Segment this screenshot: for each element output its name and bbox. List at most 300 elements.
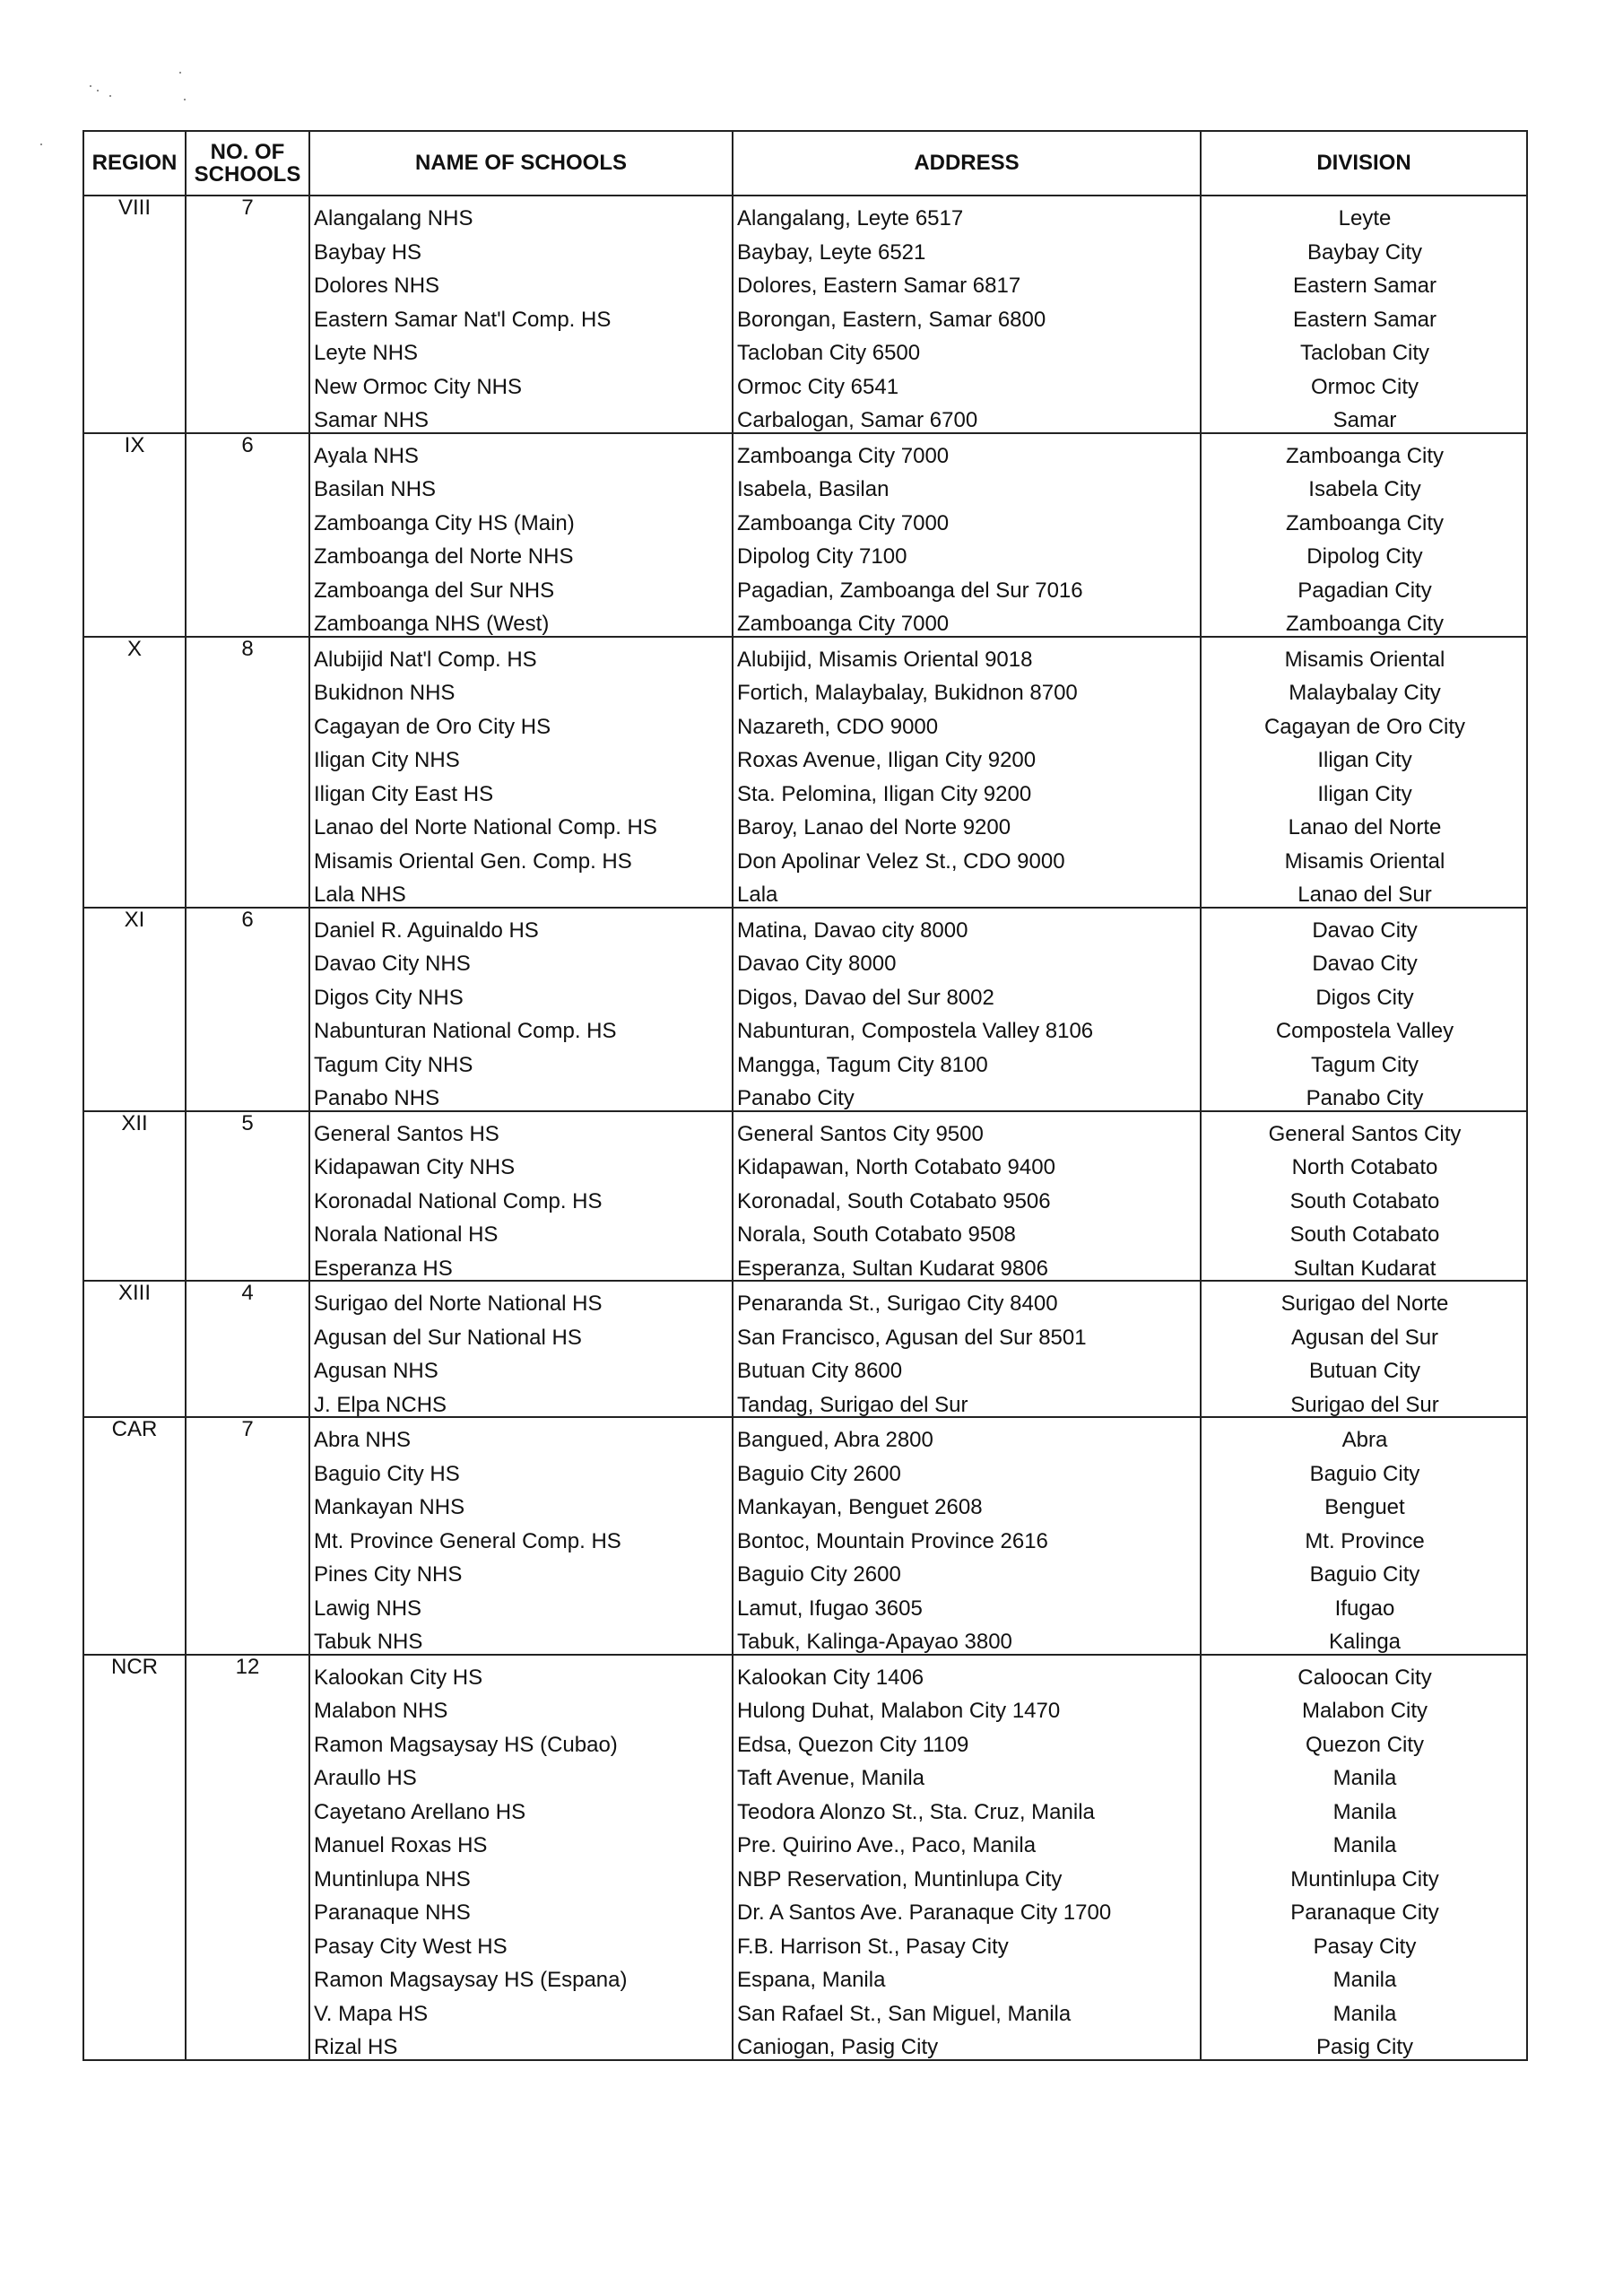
school-name-cell: J. Elpa NCHS [309,1383,733,1418]
school-count-cell [186,1519,309,1553]
school-count-cell [186,1043,309,1077]
address-cell: Ormoc City 6541 [733,365,1201,399]
address-cell: Baguio City 2600 [733,1552,1201,1587]
division-cell: Quezon City [1201,1723,1527,1757]
school-name-cell: Zamboanga del Norte NHS [309,535,733,569]
address-cell: Baroy, Lanao del Norte 9200 [733,805,1201,839]
division-cell: Davao City [1201,908,1527,943]
division-cell: Manila [1201,1992,1527,2026]
school-count-cell [186,398,309,433]
region-cell [83,1145,186,1179]
address-cell: Hulong Duhat, Malabon City 1470 [733,1689,1201,1723]
region-cell [83,602,186,637]
table-row [83,637,1527,672]
school-count-cell [186,1383,309,1418]
school-count-cell [186,1756,309,1790]
school-count-cell: 12 [186,1655,309,1690]
school-count-cell [186,839,309,874]
region-cell [83,671,186,705]
table-row [83,705,1527,739]
region-cell [83,365,186,399]
school-count-cell: 6 [186,433,309,468]
address-cell: Zamboanga City 7000 [733,501,1201,535]
table-row [83,1111,1527,1146]
region-cell: XII [83,1111,186,1146]
school-count-cell [186,1213,309,1247]
division-cell: Tagum City [1201,1043,1527,1077]
division-cell: Eastern Samar [1201,298,1527,332]
school-name-cell: Panabo NHS [309,1076,733,1111]
region-cell [83,873,186,908]
division-cell: North Cotabato [1201,1145,1527,1179]
address-cell: Penaranda St., Surigao City 8400 [733,1281,1201,1316]
division-cell: Iligan City [1201,738,1527,772]
school-name-cell: Alangalang NHS [309,196,733,230]
table-row [83,264,1527,298]
division-cell: Manila [1201,1958,1527,1992]
table-row [83,976,1527,1010]
school-name-cell: General Santos HS [309,1111,733,1146]
division-cell: Baguio City [1201,1452,1527,1486]
division-cell: Misamis Oriental [1201,839,1527,874]
region-cell [83,467,186,501]
region-cell: XI [83,908,186,943]
school-count-cell [186,1145,309,1179]
school-count-cell [186,1723,309,1757]
table-row [83,908,1527,943]
table-row [83,805,1527,839]
division-cell: Pagadian City [1201,569,1527,603]
division-cell: Benguet [1201,1485,1527,1519]
scan-speck [184,99,186,100]
school-count-cell [186,1316,309,1350]
table-row [83,1992,1527,2026]
table-row [83,1689,1527,1723]
division-cell: Abra [1201,1417,1527,1452]
region-cell: NCR [83,1655,186,1690]
school-count-cell [186,602,309,637]
table-row [83,1587,1527,1621]
address-cell: Baybay, Leyte 6521 [733,230,1201,265]
scan-speck [97,90,99,91]
table-row [83,1519,1527,1553]
region-cell [83,1620,186,1655]
table-row [83,1383,1527,1418]
scan-speck [40,144,42,145]
school-count-cell [186,1452,309,1486]
division-cell: Panabo City [1201,1076,1527,1111]
school-name-cell: Tabuk NHS [309,1620,733,1655]
division-cell: South Cotabato [1201,1179,1527,1213]
region-cell [83,1349,186,1383]
school-name-cell: Zamboanga City HS (Main) [309,501,733,535]
division-cell: Iligan City [1201,772,1527,806]
region-cell [83,705,186,739]
school-count-cell [186,805,309,839]
address-cell: Davao City 8000 [733,942,1201,976]
address-cell: Baguio City 2600 [733,1452,1201,1486]
table-row [83,298,1527,332]
school-name-cell: Iligan City NHS [309,738,733,772]
school-name-cell: Kalookan City HS [309,1655,733,1690]
address-cell: Edsa, Quezon City 1109 [733,1723,1201,1757]
address-cell: Zamboanga City 7000 [733,433,1201,468]
division-cell: General Santos City [1201,1111,1527,1146]
division-cell: Paranaque City [1201,1891,1527,1925]
school-name-cell: Digos City NHS [309,976,733,1010]
table-row [83,1655,1527,1690]
address-cell: Butuan City 8600 [733,1349,1201,1383]
school-name-cell: Kidapawan City NHS [309,1145,733,1179]
address-cell: Dr. A Santos Ave. Paranaque City 1700 [733,1891,1201,1925]
division-cell: Sultan Kudarat [1201,1247,1527,1282]
school-name-cell: Koronadal National Comp. HS [309,1179,733,1213]
school-name-cell: Alubijid Nat'l Comp. HS [309,637,733,672]
division-cell: Zamboanga City [1201,433,1527,468]
schools-table [82,130,1528,2061]
address-cell: Kalookan City 1406 [733,1655,1201,1690]
region-cell [83,501,186,535]
region-cell [83,1009,186,1043]
division-cell: Butuan City [1201,1349,1527,1383]
school-name-cell: Bukidnon NHS [309,671,733,705]
address-cell: Digos, Davao del Sur 8002 [733,976,1201,1010]
school-count-cell [186,671,309,705]
school-count-cell [186,1823,309,1857]
school-name-cell: Norala National HS [309,1213,733,1247]
school-name-cell: Misamis Oriental Gen. Comp. HS [309,839,733,874]
division-cell: Malaybalay City [1201,671,1527,705]
division-cell: Misamis Oriental [1201,637,1527,672]
table-row [83,398,1527,433]
table-row [83,738,1527,772]
address-cell: Alangalang, Leyte 6517 [733,196,1201,230]
school-name-cell: Zamboanga NHS (West) [309,602,733,637]
division-cell: Muntinlupa City [1201,1857,1527,1892]
address-cell: Roxas Avenue, Iligan City 9200 [733,738,1201,772]
address-cell: Isabela, Basilan [733,467,1201,501]
region-cell [83,1587,186,1621]
address-cell: F.B. Harrison St., Pasay City [733,1925,1201,1959]
address-cell: Kidapawan, North Cotabato 9400 [733,1145,1201,1179]
table-body [83,196,1527,2060]
table-row [83,1179,1527,1213]
table-row [83,1857,1527,1892]
table-row [83,1145,1527,1179]
school-count-cell [186,1857,309,1892]
region-cell [83,2025,186,2060]
region-cell: X [83,637,186,672]
school-count-cell: 5 [186,1111,309,1146]
table-row [83,1213,1527,1247]
region-cell [83,1723,186,1757]
address-cell: NBP Reservation, Muntinlupa City [733,1857,1201,1892]
address-cell: Tandag, Surigao del Sur [733,1383,1201,1418]
division-cell: Manila [1201,1790,1527,1824]
address-cell: Nabunturan, Compostela Valley 8106 [733,1009,1201,1043]
division-cell: Samar [1201,398,1527,433]
region-cell [83,1992,186,2026]
header-region: REGION [83,131,186,196]
region-cell [83,569,186,603]
school-count-cell [186,1620,309,1655]
division-cell: Lanao del Norte [1201,805,1527,839]
address-cell: San Rafael St., San Miguel, Manila [733,1992,1201,2026]
school-name-cell: Manuel Roxas HS [309,1823,733,1857]
address-cell: Fortich, Malaybalay, Bukidnon 8700 [733,671,1201,705]
school-name-cell: V. Mapa HS [309,1992,733,2026]
school-name-cell: Mt. Province General Comp. HS [309,1519,733,1553]
school-count-cell: 8 [186,637,309,672]
school-count-cell [186,1349,309,1383]
school-name-cell: Lala NHS [309,873,733,908]
table-row [83,942,1527,976]
school-name-cell: Basilan NHS [309,467,733,501]
region-cell [83,298,186,332]
table-row [83,535,1527,569]
division-cell: Surigao del Norte [1201,1281,1527,1316]
region-cell: IX [83,433,186,468]
table-row [83,1925,1527,1959]
school-count-cell [186,942,309,976]
school-name-cell: Muntinlupa NHS [309,1857,733,1892]
address-cell: Tacloban City 6500 [733,331,1201,365]
division-cell: South Cotabato [1201,1213,1527,1247]
school-name-cell: Nabunturan National Comp. HS [309,1009,733,1043]
table-row [83,671,1527,705]
school-name-cell: Daniel R. Aguinaldo HS [309,908,733,943]
division-cell: Malabon City [1201,1689,1527,1723]
address-cell: Panabo City [733,1076,1201,1111]
address-cell: Esperanza, Sultan Kudarat 9806 [733,1247,1201,1282]
address-cell: Lala [733,873,1201,908]
school-count-cell [186,1958,309,1992]
division-cell: Zamboanga City [1201,602,1527,637]
region-cell [83,230,186,265]
school-count-cell [186,1009,309,1043]
school-count-cell: 7 [186,196,309,230]
table-row [83,1485,1527,1519]
school-count-cell [186,1689,309,1723]
table-row [83,873,1527,908]
address-cell: General Santos City 9500 [733,1111,1201,1146]
address-cell: Bangued, Abra 2800 [733,1417,1201,1452]
address-cell: Dipolog City 7100 [733,535,1201,569]
school-name-cell: Agusan del Sur National HS [309,1316,733,1350]
school-name-cell: Lawig NHS [309,1587,733,1621]
school-name-cell: Malabon NHS [309,1689,733,1723]
division-cell: Ormoc City [1201,365,1527,399]
region-cell [83,1689,186,1723]
division-cell: Pasig City [1201,2025,1527,2060]
address-cell: Pre. Quirino Ave., Paco, Manila [733,1823,1201,1857]
school-count-cell [186,873,309,908]
division-cell: Davao City [1201,942,1527,976]
region-cell [83,1213,186,1247]
school-name-cell: Rizal HS [309,2025,733,2060]
school-name-cell: Ayala NHS [309,433,733,468]
school-count-cell [186,976,309,1010]
region-cell [83,1925,186,1959]
school-count-cell [186,535,309,569]
school-name-cell: Cayetano Arellano HS [309,1790,733,1824]
division-cell: Leyte [1201,196,1527,230]
address-cell: Koronadal, South Cotabato 9506 [733,1179,1201,1213]
school-count-cell [186,264,309,298]
region-cell [83,535,186,569]
address-cell: Caniogan, Pasig City [733,2025,1201,2060]
address-cell: Don Apolinar Velez St., CDO 9000 [733,839,1201,874]
table-row [83,1723,1527,1757]
address-cell: Norala, South Cotabato 9508 [733,1213,1201,1247]
header-row [83,131,1527,196]
school-count-cell [186,2025,309,2060]
region-cell [83,1452,186,1486]
division-cell: Manila [1201,1823,1527,1857]
table-row [83,2025,1527,2060]
header-name-of-schools: NAME OF SCHOOLS [309,131,733,196]
region-cell [83,398,186,433]
region-cell [83,1043,186,1077]
header-division: DIVISION [1201,131,1527,196]
region-cell [83,1076,186,1111]
school-name-cell: Lanao del Norte National Comp. HS [309,805,733,839]
address-cell: Dolores, Eastern Samar 6817 [733,264,1201,298]
region-cell [83,738,186,772]
table-row [83,569,1527,603]
region-cell [83,1552,186,1587]
region-cell [83,839,186,874]
school-count-cell [186,705,309,739]
table-row [83,467,1527,501]
school-name-cell: Eastern Samar Nat'l Comp. HS [309,298,733,332]
school-name-cell: Araullo HS [309,1756,733,1790]
region-cell: CAR [83,1417,186,1452]
school-count-cell [186,1485,309,1519]
region-cell [83,1485,186,1519]
scan-speck [179,72,181,74]
address-cell: Carbalogan, Samar 6700 [733,398,1201,433]
region-cell [83,1383,186,1418]
table-row [83,1823,1527,1857]
school-name-cell: Leyte NHS [309,331,733,365]
table-row [83,602,1527,637]
table-row [83,1891,1527,1925]
division-cell: Baguio City [1201,1552,1527,1587]
table-row [83,331,1527,365]
school-name-cell: Samar NHS [309,398,733,433]
school-count-cell [186,1587,309,1621]
division-cell: Agusan del Sur [1201,1316,1527,1350]
division-cell: Isabela City [1201,467,1527,501]
region-cell [83,1958,186,1992]
region-cell [83,1179,186,1213]
table-row [83,1417,1527,1452]
address-cell: Alubijid, Misamis Oriental 9018 [733,637,1201,672]
table-row [83,230,1527,265]
division-cell: Caloocan City [1201,1655,1527,1690]
school-count-cell [186,230,309,265]
school-count-cell [186,772,309,806]
region-cell [83,805,186,839]
division-cell: Surigao del Sur [1201,1383,1527,1418]
school-count-cell [186,331,309,365]
table-row [83,1552,1527,1587]
table-row [83,433,1527,468]
division-cell: Kalinga [1201,1620,1527,1655]
school-count-cell [186,1552,309,1587]
region-cell [83,1247,186,1282]
division-cell: Mt. Province [1201,1519,1527,1553]
address-cell: Espana, Manila [733,1958,1201,1992]
table-row [83,196,1527,230]
region-cell [83,1891,186,1925]
school-name-cell: Abra NHS [309,1417,733,1452]
school-count-cell [186,1247,309,1282]
header-address: ADDRESS [733,131,1201,196]
region-cell [83,1857,186,1892]
table-row [83,1247,1527,1282]
address-cell: Nazareth, CDO 9000 [733,705,1201,739]
table-row [83,1958,1527,1992]
division-cell: Digos City [1201,976,1527,1010]
table-row [83,1620,1527,1655]
table-row [83,365,1527,399]
school-count-cell [186,501,309,535]
school-count-cell [186,1992,309,2026]
region-cell [83,1790,186,1824]
division-cell: Dipolog City [1201,535,1527,569]
region-cell: VIII [83,196,186,230]
region-cell [83,1756,186,1790]
region-cell [83,1823,186,1857]
school-count-cell [186,1891,309,1925]
school-name-cell: New Ormoc City NHS [309,365,733,399]
school-count-cell [186,1076,309,1111]
school-count-cell: 6 [186,908,309,943]
school-count-cell [186,1925,309,1959]
school-count-cell [186,1179,309,1213]
school-name-cell: Ramon Magsaysay HS (Cubao) [309,1723,733,1757]
school-count-cell [186,738,309,772]
header-no-of-schools: NO. OF SCHOOLS [186,131,309,196]
school-name-cell: Agusan NHS [309,1349,733,1383]
address-cell: Bontoc, Mountain Province 2616 [733,1519,1201,1553]
division-cell: Tacloban City [1201,331,1527,365]
school-name-cell: Baybay HS [309,230,733,265]
region-cell [83,976,186,1010]
table-row [83,1076,1527,1111]
region-cell [83,331,186,365]
region-cell [83,1519,186,1553]
school-count-cell [186,569,309,603]
table-row [83,1281,1527,1316]
school-name-cell: Ramon Magsaysay HS (Espana) [309,1958,733,1992]
table-row [83,1316,1527,1350]
division-cell: Manila [1201,1756,1527,1790]
school-name-cell: Pasay City West HS [309,1925,733,1959]
region-cell [83,264,186,298]
table-row [83,1790,1527,1824]
address-cell: Mangga, Tagum City 8100 [733,1043,1201,1077]
table-row [83,1756,1527,1790]
table-row [83,772,1527,806]
table-row [83,839,1527,874]
division-cell: Ifugao [1201,1587,1527,1621]
division-cell: Cagayan de Oro City [1201,705,1527,739]
school-name-cell: Dolores NHS [309,264,733,298]
address-cell: Mankayan, Benguet 2608 [733,1485,1201,1519]
